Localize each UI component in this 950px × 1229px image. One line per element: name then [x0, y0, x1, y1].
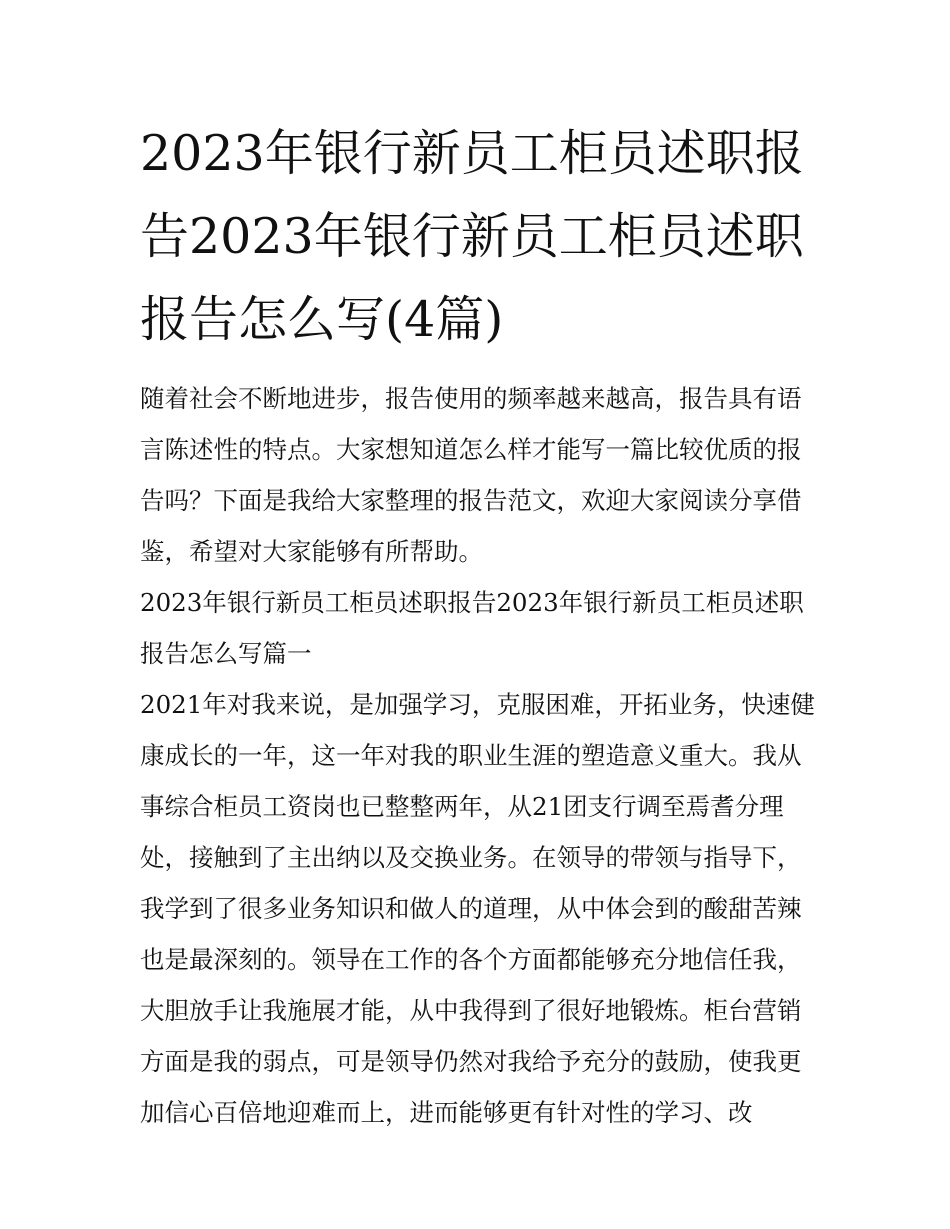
document-page	[140, 112, 816, 1138]
intro-paragraph: 随着社会不断地进步，报告使用的频率越来越高，报告具有语言陈述性的特点。大家想知道怎么样才能写一篇比较优质的报告吗？下面是我给大家整理的报告范文，欢迎大家阅读分享借鉴，希望对大家能够有所帮助。	[140, 384, 802, 566]
body-paragraph: 2021年对我来说，是加强学习，克服困难，开拓业务，快速健康成长的一年，这一年对我的职业生涯的塑造意义重大。我从事综合柜员工资岗也已整整两年，从21团支行调至焉耆分理处，接触到了主出纳以及交换业务。在领导的带领与指导下，我学到了很多业务知识和做人的道理，从中体会到的酸甜苦辣也是最深刻的。领导在工作的各个方面都能够充分地信任我，大胆放手让我施展才能，从中我得到了很好地锻炼。柜台营销方面是我的弱点，可是领导仍然对我给予充分的鼓励，使我更加信心百倍地迎难而上，进而能够更有针对性的学习、改	[140, 690, 815, 1127]
section-heading: 2023年银行新员工柜员述职报告2023年银行新员工柜员述职报告怎么写篇一	[140, 588, 804, 668]
document-title: 2023年银行新员工柜员述职报告2023年银行新员工柜员述职报告怎么写(4篇)	[140, 125, 804, 348]
